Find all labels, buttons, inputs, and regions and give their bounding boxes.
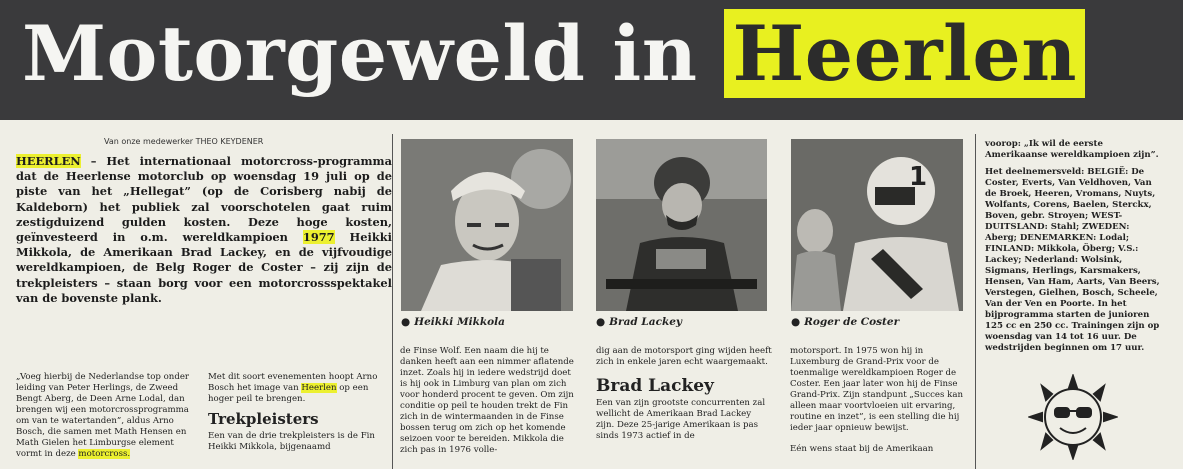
photo-roger-de-coster bbox=[791, 139, 963, 311]
subhead-brad-lackey: Brad Lackey bbox=[596, 376, 714, 396]
subhead-trekpleisters: Trekpleisters bbox=[208, 410, 319, 428]
column-6 bbox=[985, 139, 1161, 354]
column-4 bbox=[596, 346, 772, 442]
caption-bullet-2: ● bbox=[596, 316, 606, 328]
photo-portrait-3 bbox=[791, 139, 963, 311]
byline: Van onze medewerker THEO KEYDENER bbox=[104, 137, 264, 146]
caption-2-text: Brad Lackey bbox=[609, 316, 683, 328]
caption-bullet-1: ● bbox=[401, 316, 411, 328]
column-2-mark: Heerlen bbox=[301, 383, 337, 393]
sun-logo-icon bbox=[1028, 374, 1118, 460]
column-2-text-c: Een van de drie trekpleisters is de Fin Heikki Mikkola, bijgenaamd bbox=[208, 431, 375, 452]
column-2-text-a: Met dit soort evenementen hoopt Arno Bosch het image van bbox=[208, 372, 378, 393]
caption-2 bbox=[596, 316, 682, 328]
column-1-mark: motorcross. bbox=[78, 449, 131, 459]
photo-portrait-1 bbox=[401, 139, 573, 311]
headline-prefix: Motorgeweld in bbox=[22, 9, 725, 98]
lead-year: 1977 bbox=[302, 230, 335, 245]
column-2 bbox=[208, 372, 388, 453]
column-1 bbox=[16, 372, 196, 460]
column-5-text-a: motorsport. In 1975 won hij in Luxemburg de Grand-Prix voor de toenmalige wereldkampioen Roger de Coster. Een jaar later won hij de Finse Grand-Prix. Zijn standpunt „Succes kan alleen maar voortvloeien uit ervaring, routine en inzet”, is een stelling die hij ieder jaar opnieuw bewijst. bbox=[790, 346, 964, 433]
column-2-para bbox=[208, 372, 388, 405]
column-3-text: de Finse Wolf. Een naam die hij te danken heeft aan een nimmer aflatende inzet. Zoals hij in iedere wedstrijd doet is hij ook in Limburg van plan om zich voor honderd procent te geven. Om zijn conditie op peil te houden trekt de Fin zich in de wintermaanden in de Finse bossen terug om zich op het komende seizoen voor te bereiden. Mikkola die zich pas in 1976 volle- bbox=[400, 346, 574, 455]
lead-text-1: – Het internationaal motorcross-programma dat de Heerlense motorclub op woensdag 19 juli op de piste van het „Hellegat” (op de Corisberg nabij de Kaldeborn) het publiek zal voorschotelen gaat ruim zestigduizend gulden kosten. Deze hoge kosten, geïnvesteerd in o.m. wereldkampioen bbox=[16, 154, 392, 245]
caption-3 bbox=[791, 316, 899, 328]
column-2-text-b: op een hoger peil te brengen. bbox=[208, 383, 369, 404]
column-4-text-a: dig aan de motorsport ging wijden heeft zich in enkele jaren echt waargemaakt. bbox=[596, 346, 772, 367]
photo-heikki-mikkola bbox=[401, 139, 573, 311]
caption-1 bbox=[401, 316, 505, 328]
svg-text:1: 1 bbox=[909, 162, 928, 192]
column-3 bbox=[400, 346, 576, 456]
column-rule-left bbox=[392, 134, 393, 469]
column-4-text-b: Een van zijn grootste concurrenten zal wellicht de Amerikaan Brad Lackey zijn. Deze 25-jarige Amerikaan is pas sinds 1973 actief in de bbox=[596, 398, 766, 441]
column-5-text-b: Eén wens staat bij de Amerikaan bbox=[790, 444, 934, 454]
headline bbox=[22, 4, 1085, 104]
photo-portrait-2 bbox=[596, 139, 767, 311]
column-5 bbox=[790, 346, 966, 455]
column-rule bbox=[975, 134, 976, 469]
caption-1-text: Heikki Mikkola bbox=[414, 316, 505, 328]
headline-highlight: Heerlen bbox=[724, 9, 1085, 98]
column-6-text-b: Het deelnemersveld: BELGIË: De Coster, Everts, Van Veldhoven, Van de Broek, Heeren, Vromans, Nuyts, Wolfants, Corens, Baelen, Sterckx, Boven, gebr. Stroyen; WEST-DUITSLAND: Stahl; ZWEDEN: Aberg; DENEMARKEN: Lodal; FINLAND: Mikkola, Öberg; V.S.: Lackey; Nederland: Wolsink, Sigmans, Herlings, Karsmakers, Hensen, Van Ham, Aarts, Van Beers, Verstegen, Gielhen, Bosch, Scheele, Van der Ven en Poorte. In het bijprogramma starten de junioren 125 cc en 250 cc. Trainingen zijn op woensdag van 14 tot 16 uur. De wedstrijden beginnen om 17 uur. bbox=[985, 167, 1160, 353]
caption-3-text: Roger de Coster bbox=[804, 316, 900, 328]
lead-text-2: Heikki Mikkola, de Amerikaan Brad Lackey, en de vijfvoudige wereldkampioen, de Belg Roger de Coster – zij zijn de trekpleisters – staan borg voor een motorcrossspektakel van de bovenste plank. bbox=[16, 230, 392, 305]
lead-place: HEERLEN bbox=[16, 154, 81, 168]
lead-paragraph bbox=[16, 154, 392, 306]
caption-bullet-3: ● bbox=[791, 316, 801, 328]
column-1-text: „Voeg hierbij de Nederlandse top onder leiding van Peter Herlings, de Zweed Bengt Aberg, de Deen Arne Lodal, dan brengen wij een motorcrossprogramma om van te watertanden”, aldus Arno Bosch, die samen met Math Hensen en Math Gielen het Limburgse element vormt in deze bbox=[16, 372, 190, 459]
column-6-text-a: voorop: „Ik wil de eerste Amerikaanse wereldkampioen zijn”. bbox=[985, 139, 1159, 160]
photo-brad-lackey bbox=[596, 139, 767, 311]
